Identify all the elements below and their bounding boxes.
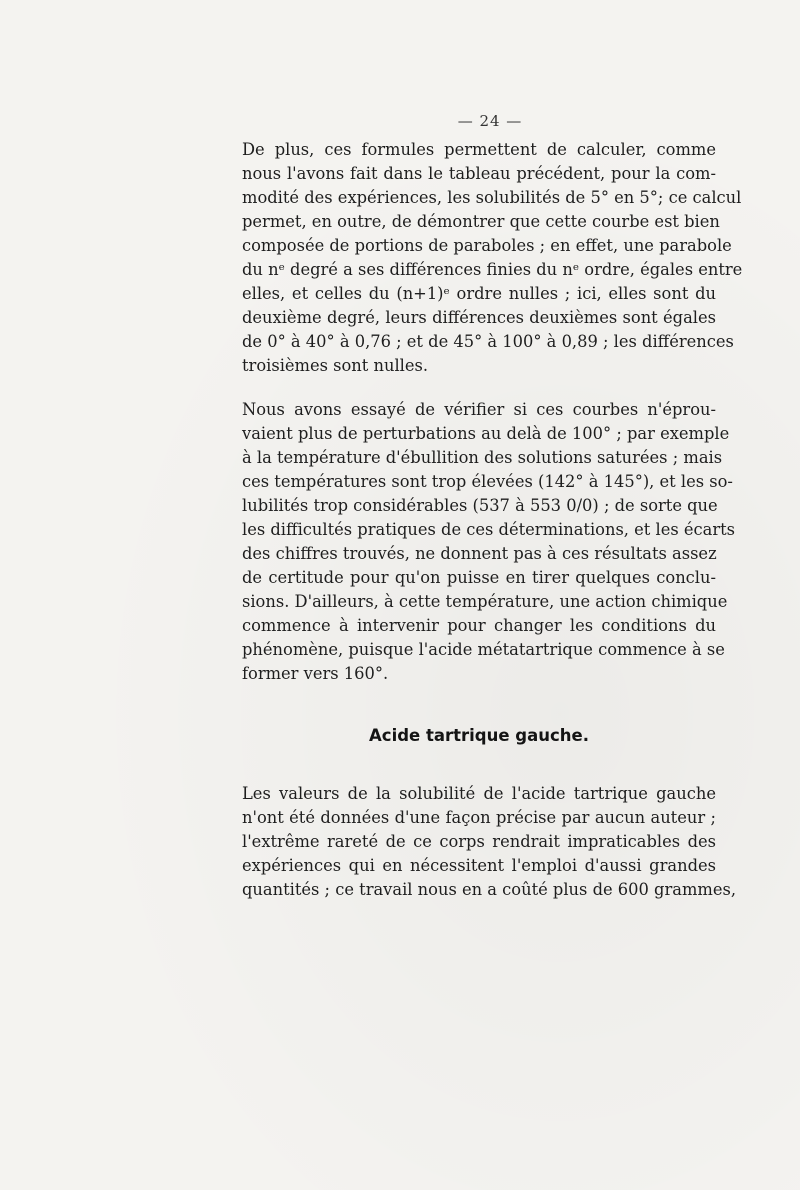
- text-line: sions. D'ailleurs, à cette température, une action chimique: [242, 592, 728, 611]
- paragraph-left-tartaric: [242, 782, 737, 902]
- text-line: lubilités trop considérables (537 à 553 0/0) ; de sorte que: [242, 496, 718, 515]
- text-line: quantités ; ce travail nous en a coûté plus de 600 grammes,: [242, 880, 737, 899]
- section-heading: Acide tartrique gauche.: [369, 726, 589, 745]
- text-line: Nous avons essayé de vérifier si ces courbes n'éprou-: [242, 400, 716, 419]
- text-line: du nᵉ degré a ses différences finies du nᵉ ordre, égales entre: [242, 260, 743, 279]
- text-line: commence à intervenir pour changer les conditions du: [242, 616, 716, 635]
- text-line: former vers 160°.: [242, 664, 389, 683]
- text-line: de 0° à 40° à 0,76 ; et de 45° à 100° à 0,89 ; les différences: [242, 332, 734, 351]
- text-line: troisièmes sont nulles.: [242, 356, 429, 375]
- text-line: deuxième degré, leurs différences deuxièmes sont égales: [242, 308, 716, 327]
- text-line: ces températures sont trop élevées (142° à 145°), et les so-: [242, 472, 733, 491]
- text-line: de certitude pour qu'on puisse en tirer quelques conclu-: [242, 568, 716, 587]
- paragraph-formulas: [242, 138, 743, 378]
- text-line: expériences qui en nécessitent l'emploi d'aussi grandes: [242, 856, 716, 875]
- text-line: n'ont été données d'une façon précise par aucun auteur ;: [242, 808, 716, 827]
- paragraph-perturbations: [242, 398, 736, 686]
- text-line: elles, et celles du (n+1)ᵉ ordre nulles ; ici, elles sont du: [242, 284, 716, 303]
- text-line: nous l'avons fait dans le tableau précédent, pour la com-: [242, 164, 716, 183]
- text-line: modité des expériences, les solubilités de 5° en 5°; ce calcul: [242, 188, 742, 207]
- text-line: les difficultés pratiques de ces déterminations, et les écarts: [242, 520, 736, 539]
- text-line: vaient plus de perturbations au delà de 100° ; par exemple: [242, 424, 730, 443]
- page-number: — 24 —: [457, 112, 523, 130]
- text-line: De plus, ces formules permettent de calculer, comme: [242, 140, 716, 159]
- text-line: Les valeurs de la solubilité de l'acide tartrique gauche: [242, 784, 716, 803]
- text-line: permet, en outre, de démontrer que cette courbe est bien: [242, 212, 720, 231]
- text-line: des chiffres trouvés, ne donnent pas à ces résultats assez: [242, 544, 717, 563]
- text-line: l'extrême rareté de ce corps rendrait impraticables des: [242, 832, 716, 851]
- text-line: à la température d'ébullition des solutions saturées ; mais: [242, 448, 723, 467]
- text-line: composée de portions de paraboles ; en effet, une parabole: [242, 236, 732, 255]
- text-line: phénomène, puisque l'acide métatartrique commence à se: [242, 640, 725, 659]
